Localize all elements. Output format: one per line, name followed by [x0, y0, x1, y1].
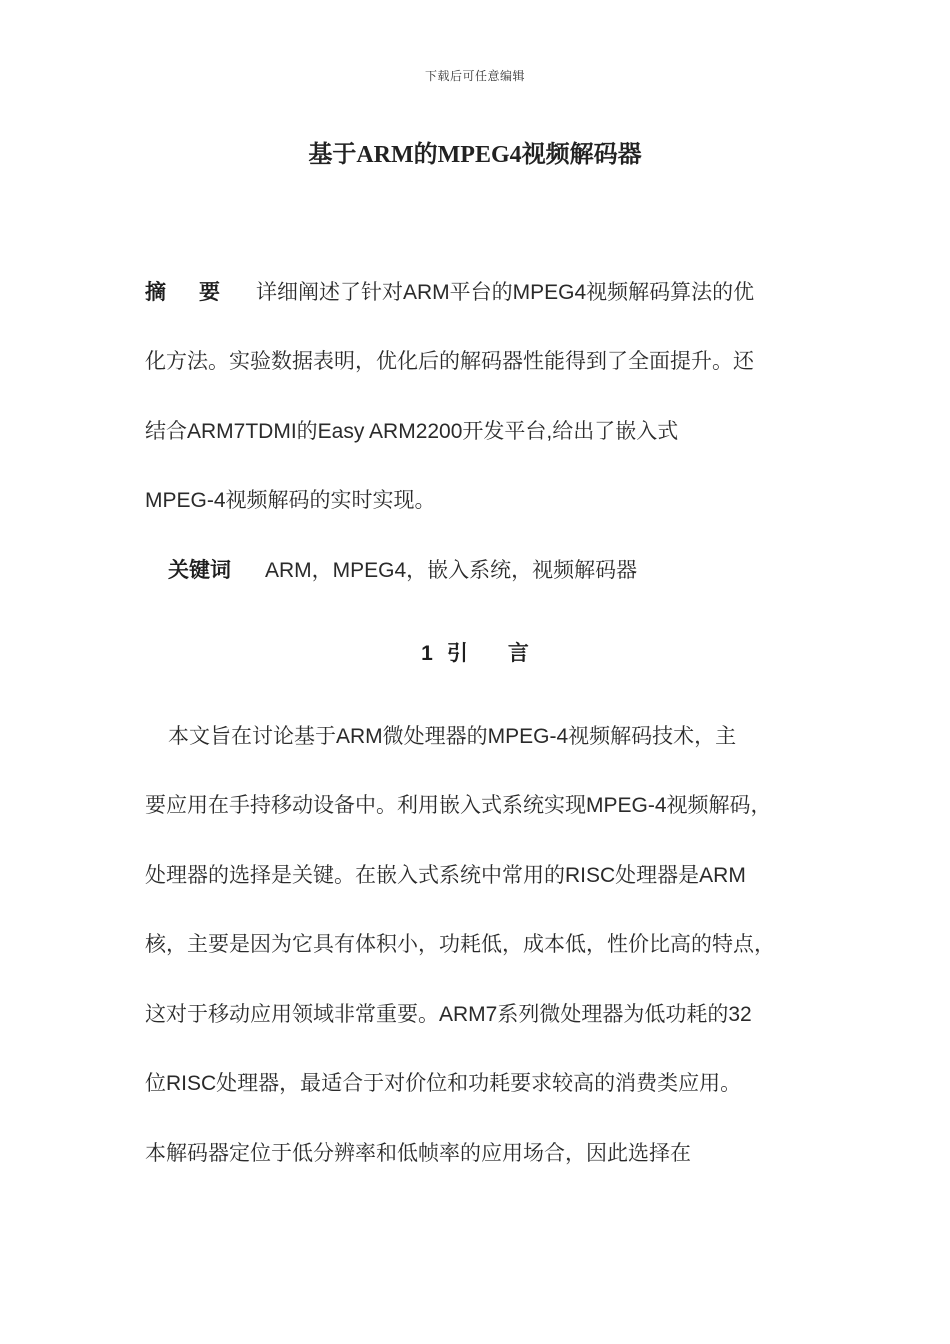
keywords-text: ARM，MPEG4，嵌入系统，视频解码器	[265, 559, 638, 582]
abstract-text-line: 详细阐述了针对ARM平台的MPEG4视频解码算法的优	[256, 281, 755, 304]
body-line-7: 本解码器定位于低分辨率和低帧率的应用场合，因此选择在	[145, 1142, 691, 1165]
document-title: 基于ARM的MPEG4视频解码器	[308, 142, 642, 168]
page-header-note: 下载后可任意编辑	[424, 69, 525, 83]
abstract-line-3: 结合ARM7TDMI的Easy ARM2200开发平台,给出了嵌入式	[145, 420, 679, 443]
section-title-part-2: 言	[507, 642, 529, 665]
section-title-part-1: 引	[446, 642, 468, 665]
abstract-line-1	[145, 279, 754, 307]
keywords-line	[168, 557, 637, 585]
body-line-4: 核，主要是因为它具有体积小，功耗低，成本低，性价比高的特点，	[145, 933, 775, 956]
abstract-line-2: 化方法。实验数据表明，优化后的解码器性能得到了全面提升。还	[145, 350, 754, 373]
section-number: 1	[421, 642, 433, 665]
abstract-line-4: MPEG-4视频解码的实时实现。	[145, 489, 436, 512]
abstract-label-part-2: 要	[199, 281, 220, 304]
keywords-label: 关键词	[168, 559, 231, 582]
abstract-label-part-1: 摘	[145, 281, 166, 304]
body-line-5: 这对于移动应用领域非常重要。ARM7系列微处理器为低功耗的32	[145, 1003, 752, 1026]
body-line-2: 要应用在手持移动设备中。利用嵌入式系统实现MPEG-4视频解码，	[145, 794, 772, 817]
body-line-6: 位RISC处理器，最适合于对价位和功耗要求较高的消费类应用。	[145, 1072, 742, 1095]
body-line-3: 处理器的选择是关键。在嵌入式系统中常用的RISC处理器是ARM	[145, 864, 746, 887]
body-line-1: 本文旨在讨论基于ARM微处理器的MPEG-4视频解码技术，主	[168, 725, 737, 748]
section-heading-introduction	[0, 640, 950, 668]
